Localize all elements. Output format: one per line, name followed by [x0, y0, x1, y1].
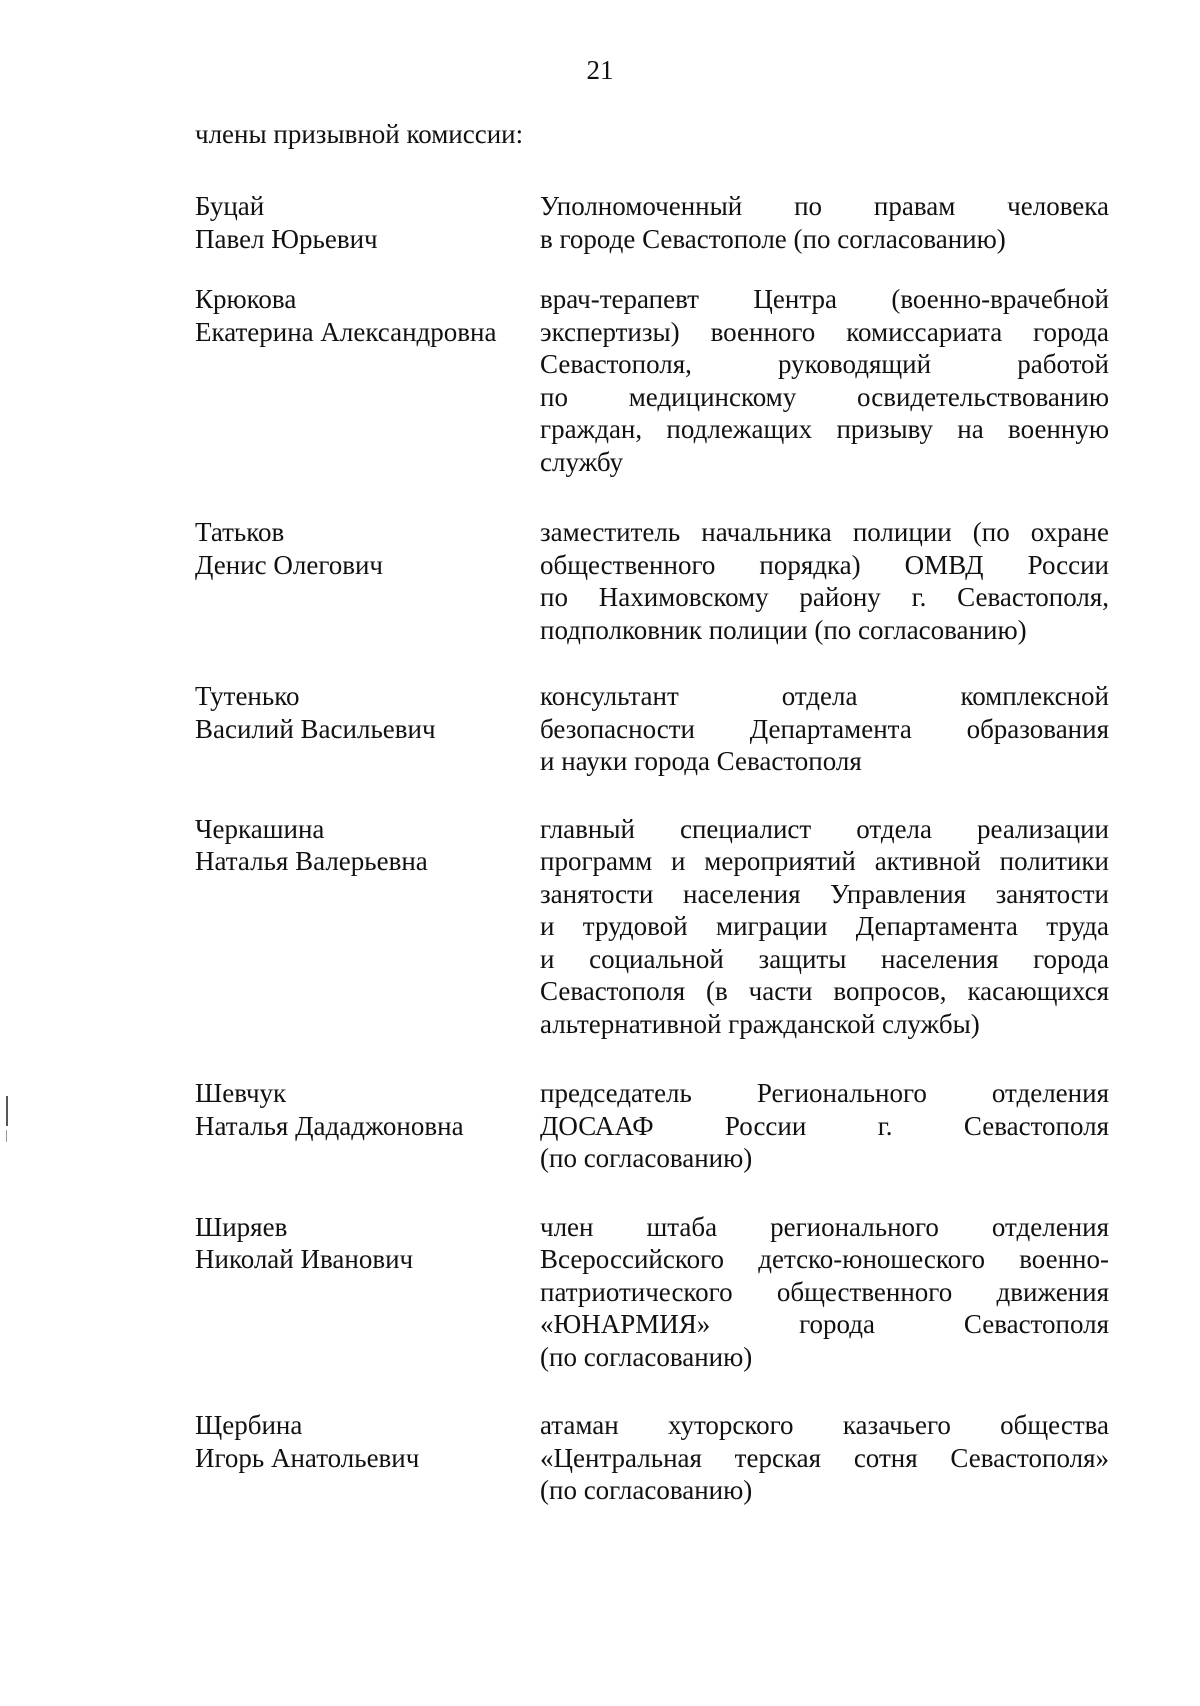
position-line: экспертизы) военного комиссариата города	[540, 316, 1109, 347]
position-line: (по согласованию)	[540, 1341, 753, 1372]
members-list	[195, 190, 1109, 1507]
position-line: программ и мероприятий активной политики	[540, 846, 1109, 876]
position-line: и трудовой миграции Департамента труда	[540, 911, 1109, 941]
position-line: по медицинскому освидетельствованию	[540, 381, 1109, 412]
member-surname: Шевчук	[195, 1078, 287, 1108]
member-name	[195, 1211, 540, 1374]
position-line: врач-терапевт Центра (военно-врачебной	[540, 284, 1109, 314]
member-given-names: Игорь Анатольевич	[195, 1442, 420, 1473]
position-line: Уполномоченный по правам человека	[540, 191, 1109, 221]
member-position	[540, 813, 1109, 1041]
member-name	[195, 1077, 540, 1175]
position-line: граждан, подлежащих призыву на военную	[540, 414, 1109, 444]
position-line: «Центральная терская сотня Севастополя»	[540, 1442, 1109, 1473]
member-surname: Татьков	[195, 517, 285, 547]
member-entry	[195, 680, 1109, 778]
member-surname: Ширяев	[195, 1211, 288, 1242]
member-position	[540, 1077, 1109, 1175]
member-position	[540, 516, 1109, 646]
member-entry	[195, 283, 1109, 478]
member-given-names: Николай Иванович	[195, 1244, 414, 1274]
member-entry	[195, 813, 1109, 1041]
member-given-names: Екатерина Александровна	[195, 316, 497, 347]
position-line: подполковник полиции (по согласованию)	[540, 614, 1027, 645]
position-line: (по согласованию)	[540, 1475, 753, 1505]
commission-members-heading: члены призывной комиссии:	[195, 119, 524, 149]
position-line: ДОСААФ России г. Севастополя	[540, 1110, 1109, 1141]
position-line: альтернативной гражданской службы)	[540, 1008, 980, 1039]
member-surname: Щербина	[195, 1410, 303, 1440]
member-position	[540, 1211, 1109, 1374]
page-number: 21	[586, 55, 614, 85]
position-line: безопасности Департамента образования	[540, 713, 1109, 744]
member-position	[540, 680, 1109, 778]
position-line: заместитель начальника полиции (по охране	[540, 517, 1109, 547]
member-name	[195, 516, 540, 646]
member-given-names: Наталья Дададжоновна	[195, 1110, 464, 1141]
position-line: (по согласованию)	[540, 1143, 753, 1173]
position-line: Севастополя, руководящий работой	[540, 349, 1109, 379]
member-surname: Тутенько	[195, 681, 300, 711]
position-line: по Нахимовскому району г. Севастополя,	[540, 582, 1109, 612]
member-position	[540, 190, 1109, 255]
member-given-names: Василий Васильевич	[195, 713, 436, 744]
member-surname: Крюкова	[195, 284, 297, 314]
member-entry	[195, 190, 1109, 255]
position-line: в городе Севастополе (по согласованию)	[540, 223, 1006, 254]
position-line: патриотического общественного движения	[540, 1276, 1109, 1307]
member-position	[540, 1409, 1109, 1507]
member-given-names: Павел Юрьевич	[195, 223, 378, 254]
member-name	[195, 283, 540, 478]
member-entry	[195, 1409, 1109, 1507]
position-line: занятости населения Управления занятости	[540, 878, 1109, 909]
position-line: общественного порядка) ОМВД России	[540, 549, 1109, 580]
position-line: председатель Регионального отделения	[540, 1078, 1109, 1108]
member-surname: Буцай	[195, 191, 265, 221]
member-name	[195, 813, 540, 1041]
scan-margin-mark	[6, 1130, 7, 1142]
position-line: главный специалист отдела реализации	[540, 813, 1109, 844]
member-position	[540, 283, 1109, 478]
member-name	[195, 190, 540, 255]
scan-margin-mark	[6, 1096, 8, 1126]
member-given-names: Наталья Валерьевна	[195, 846, 428, 876]
position-line: Севастополя (в части вопросов, касающихся	[540, 976, 1109, 1006]
position-line: Всероссийского детско-юношеского военно-	[540, 1244, 1109, 1274]
position-line: член штаба регионального отделения	[540, 1211, 1109, 1242]
position-line: атаман хуторского казачьего общества	[540, 1410, 1109, 1440]
member-name	[195, 1409, 540, 1507]
member-entry	[195, 1211, 1109, 1374]
position-line: «ЮНАРМИЯ» города Севастополя	[540, 1309, 1109, 1339]
member-surname: Черкашина	[195, 813, 325, 844]
member-entry	[195, 516, 1109, 646]
member-given-names: Денис Олегович	[195, 549, 383, 580]
member-entry	[195, 1077, 1109, 1175]
position-line: службу	[540, 446, 624, 477]
position-line: и науки города Севастополя	[540, 746, 862, 776]
position-line: и социальной защиты населения города	[540, 943, 1109, 974]
position-line: консультант отдела комплексной	[540, 681, 1109, 711]
member-name	[195, 680, 540, 778]
